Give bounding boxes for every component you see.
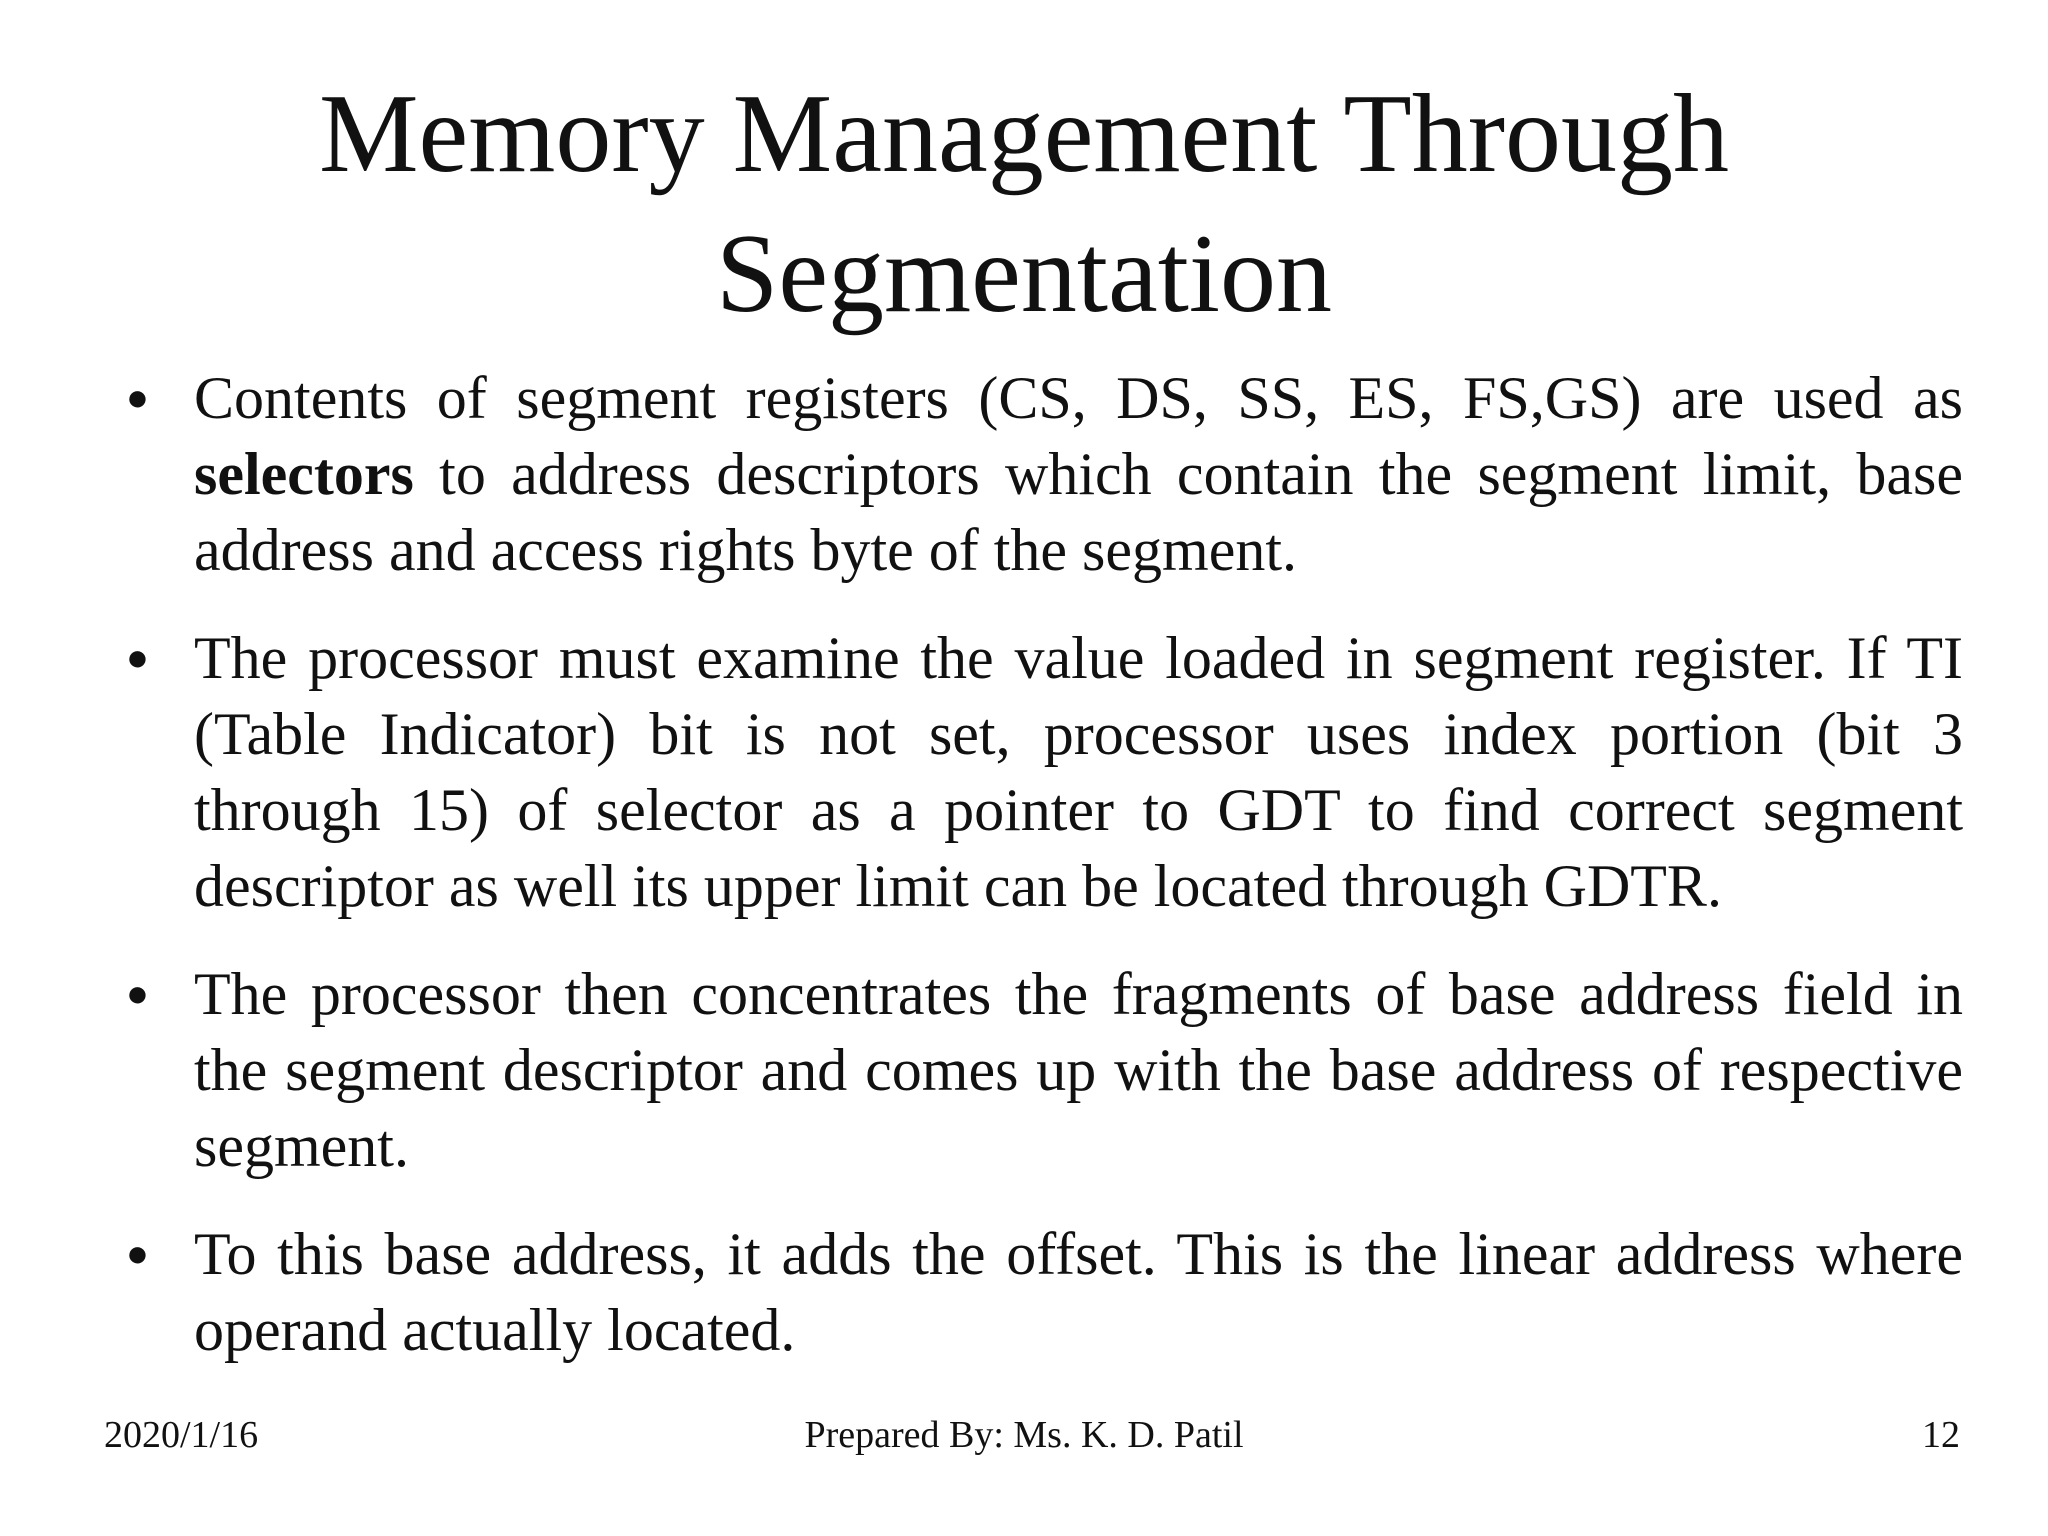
bullet-bold-term: selectors	[194, 441, 414, 507]
footer-author: Prepared By: Ms. K. D. Patil	[804, 1414, 1244, 1456]
slide-title-line-2: Segmentation	[716, 212, 1332, 336]
footer-page-number: 12	[1922, 1414, 1960, 1456]
bullet-dot-icon: ●	[126, 377, 149, 419]
bullet-dot-icon: ●	[126, 1233, 149, 1275]
bullet-list	[108, 360, 1963, 1400]
bullet-text: The processor must examine the value loaded in segment register. If TI (Table Indicator) bit is not set, processor uses index portion (bit 3 through 15) of selector as a pointer to GDT to find correct segment descriptor as well its upper limit can be located through GDTR.	[194, 625, 1963, 919]
bullet-text-part: to address descriptors which contain the segment limit, base address and access rights byte of the segment.	[194, 441, 1963, 583]
slide-title-line-1: Memory Management Through	[318, 72, 1730, 196]
bullet-item	[108, 956, 1963, 1184]
slide-title	[200, 64, 1848, 344]
bullet-text: To this base address, it adds the offset. This is the linear address where operand actually located.	[194, 1221, 1963, 1363]
bullet-item	[108, 620, 1963, 924]
footer-date: 2020/1/16	[104, 1414, 259, 1456]
bullet-text	[194, 365, 1963, 583]
bullet-text-part: Contents of segment registers (CS, DS, SS, ES, FS,GS) are used as	[194, 365, 1963, 431]
bullet-item	[108, 360, 1963, 588]
bullet-text: The processor then concentrates the fragments of base address field in the segment descriptor and comes up with the base address of respective segment.	[194, 961, 1963, 1179]
bullet-item	[108, 1216, 1963, 1368]
bullet-dot-icon: ●	[126, 973, 149, 1015]
bullet-dot-icon: ●	[126, 637, 149, 679]
